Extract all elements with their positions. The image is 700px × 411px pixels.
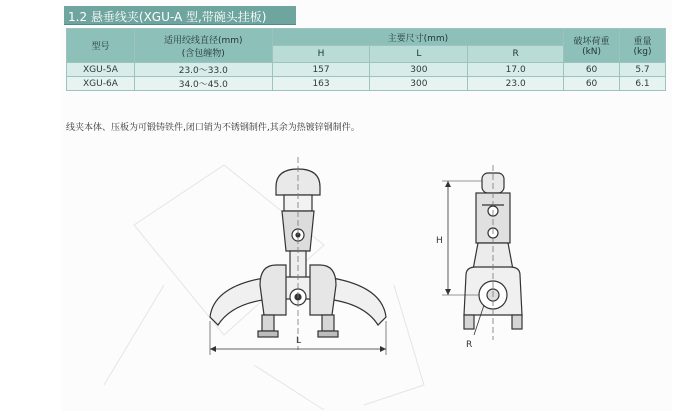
nut-right: [318, 331, 338, 337]
socket-cap: [276, 169, 320, 195]
cell-weight: 5.7: [620, 63, 666, 77]
cell-diameter: 34.0～45.0: [134, 77, 272, 91]
header-load-unit: (kN): [582, 47, 602, 57]
table-row: [67, 77, 666, 91]
header-weight-unit: (kg): [633, 47, 652, 57]
front-view: [210, 157, 386, 355]
cell-load: 60: [564, 77, 620, 91]
section-title-bar: [64, 6, 296, 25]
side-view: [442, 165, 522, 340]
cell-weight: 6.1: [620, 77, 666, 91]
label-H: H: [436, 236, 443, 246]
u-bolt-right: [322, 315, 334, 331]
header-diameter: [134, 29, 272, 63]
cell-load: 60: [564, 63, 620, 77]
section-title: 1.2 悬垂线夹(XGU-A 型,带碗头挂板): [68, 10, 267, 24]
nut-left: [258, 331, 278, 337]
spec-table: [66, 28, 666, 91]
cell-diameter: 23.0～33.0: [134, 63, 272, 77]
cell-L: 300: [370, 63, 468, 77]
side-bolt-right: [512, 315, 522, 329]
header-weight-label: 重量: [633, 37, 652, 47]
u-bolt-left: [262, 315, 274, 331]
header-diameter-label: 适用绞线直径(mm): [163, 35, 243, 46]
cell-H: 163: [272, 77, 370, 91]
table-row: [67, 63, 666, 77]
cell-R: 23.0: [468, 77, 564, 91]
label-R: R: [466, 340, 473, 350]
header-dimensions: 主要尺寸(mm): [272, 29, 563, 46]
cell-R: 17.0: [468, 63, 564, 77]
cell-model: XGU-5A: [67, 63, 135, 77]
header-model: 型号: [67, 29, 135, 63]
cell-H: 157: [272, 63, 370, 77]
page-margin: [672, 0, 700, 411]
side-bolt-left: [464, 315, 474, 329]
header-weight: [620, 29, 666, 63]
cell-L: 300: [370, 77, 468, 91]
header-load-label: 破坏荷重: [573, 37, 610, 47]
header-H: H: [272, 46, 370, 63]
header-L: L: [370, 46, 468, 63]
keeper-left: [260, 265, 286, 315]
material-note: 线夹本体、压板为可锻铸铁件,闭口销为不锈钢制件,其余为热镀锌钢制件。: [66, 123, 360, 133]
header-load: [564, 29, 620, 63]
suspension-clamp-drawing: [64, 135, 672, 411]
keeper-right: [310, 265, 336, 315]
label-L: L: [296, 336, 302, 346]
header-R: R: [468, 46, 564, 63]
cell-model: XGU-6A: [67, 77, 135, 91]
header-diameter-sub: (含包缠物): [181, 48, 225, 59]
